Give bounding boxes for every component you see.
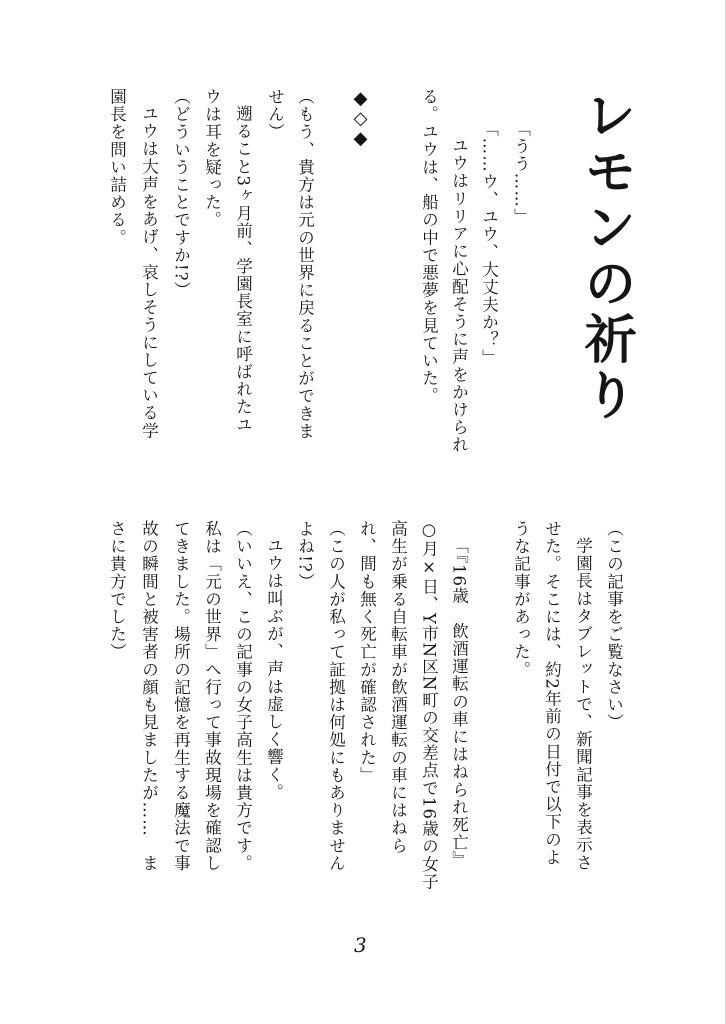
text-column: 高生が乗る自転車が飲酒運転の車にはねら <box>388 520 408 855</box>
text-column: （この記事をご覧なさい） <box>604 520 624 732</box>
text-column: 「『16歳 飲酒運転の車にはねられ死亡』 <box>449 537 469 869</box>
text-column: れ、間も無く死亡が確認された」 <box>357 520 377 784</box>
text-column: （もう、貴方は元の世界に戻ることができま <box>295 88 315 440</box>
text-column: ウは耳を疑った。 <box>202 88 222 229</box>
text-column: ユウは大声をあげ、哀しそうにしている学 <box>139 105 159 440</box>
text-column: ○月×日、Y市N区N町の交差点で16歳の女子 <box>419 520 439 891</box>
text-column: 「……ウ、ユウ、大丈夫か？」 <box>479 120 499 367</box>
text-column: る。ユウは、船の中で悪夢を見ていた。 <box>419 88 439 405</box>
text-column: （この人が私って証拠は何処にもありません <box>326 520 346 872</box>
text-column: うな記事があった。 <box>511 520 531 679</box>
text-column: 故の瞬間と被害者の顔も見ましたが…… ま <box>139 520 159 872</box>
text-column: 私は「元の世界」へ行って事故現場を確認し <box>202 520 222 872</box>
chapter-title: レモンの祈り <box>575 88 636 424</box>
text-column: せた。そこには、約2年前の日付で以下のよ <box>542 520 562 866</box>
text-column: ユウは叫ぶが、声は虚しく響く。 <box>264 537 284 801</box>
text-column: せん） <box>265 88 285 141</box>
page-number: 3 <box>354 933 367 957</box>
text-column: ユウはリリアに心配そうに声をかけられ <box>449 137 469 454</box>
text-column: さに貴方でした） <box>107 520 127 661</box>
text-column: てきました。場所の記憶を再生する魔法で事 <box>171 520 191 872</box>
text-column: よね!?） <box>295 520 315 591</box>
text-column: 遡ること3ヶ月前、学園長室に呼ばれたユ <box>233 105 253 434</box>
text-column: 園長を問い詰める。 <box>107 88 127 247</box>
text-column: 学園長はタブレットで、新聞記事を表示さ <box>573 537 593 872</box>
text-column: （いいえ、この記事の女子高生は貴方です。 <box>233 520 253 872</box>
text-column: （どういうことですか!?） <box>171 88 191 300</box>
text-column: 「うう……」 <box>511 120 531 226</box>
scene-break-ornament: ◆◇◆ <box>350 88 371 148</box>
